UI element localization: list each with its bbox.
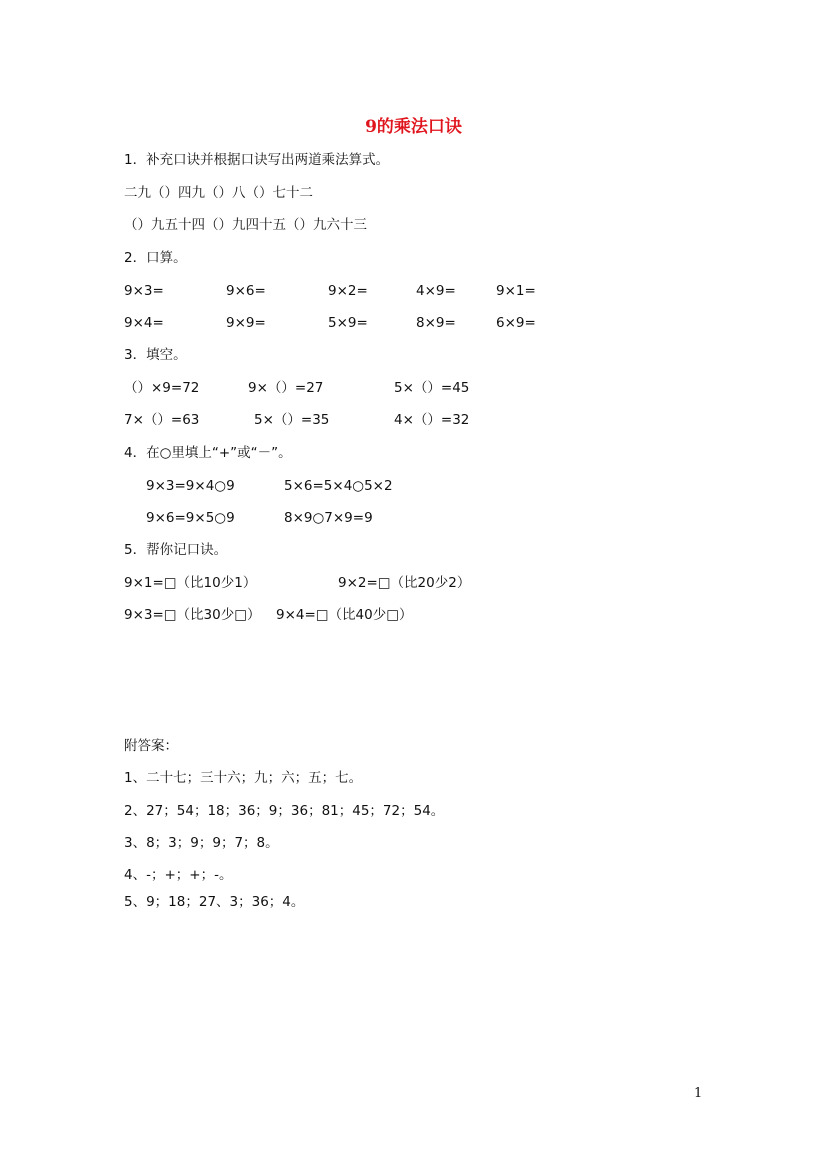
- q2-heading: 2．口算。: [124, 250, 187, 266]
- q3-item: 7×（）=63: [124, 412, 200, 428]
- q2-item: 9×6=: [226, 283, 266, 299]
- q5-item: 9×1=□（比10少1）: [124, 575, 257, 591]
- q3-item: 5×（）=45: [394, 380, 470, 396]
- answer-line: 3、8；3；9；9；7；8。: [124, 835, 279, 851]
- q1-line-1: 二九（）四九（）八（）七十二: [124, 185, 313, 201]
- q4-item: 5×6=5×4○5×2: [284, 478, 393, 494]
- q1-line-2: （）九五十四（）九四十五（）九六十三: [124, 217, 367, 233]
- q2-item: 6×9=: [496, 315, 536, 331]
- q2-item: 9×4=: [124, 315, 164, 331]
- q5-item: 9×2=□（比20少2）: [338, 575, 471, 591]
- q4-item: 8×9○7×9=9: [284, 510, 373, 526]
- answer-line: 1、二十七；三十六；九；六；五；七。: [124, 770, 363, 786]
- q3-item: 4×（）=32: [394, 412, 470, 428]
- answer-line: 4、-；+；+；-。: [124, 867, 233, 883]
- q3-item: 9×（）=27: [248, 380, 324, 396]
- q3-item: 5×（）=35: [254, 412, 330, 428]
- q2-item: 9×9=: [226, 315, 266, 331]
- q2-item: 5×9=: [328, 315, 368, 331]
- q2-item: 9×3=: [124, 283, 164, 299]
- q1-heading: 1．补充口诀并根据口诀写出两道乘法算式。: [124, 152, 390, 168]
- q5-heading: 5．帮你记口诀。: [124, 542, 228, 558]
- q4-item: 9×3=9×4○9: [146, 478, 235, 494]
- q4-item: 9×6=9×5○9: [146, 510, 235, 526]
- page-number: 1: [694, 1086, 703, 1101]
- q2-item: 4×9=: [416, 283, 456, 299]
- q3-item: （）×9=72: [124, 380, 200, 396]
- q5-item: 9×3=□（比30少□）: [124, 607, 261, 623]
- q2-item: 9×2=: [328, 283, 368, 299]
- q2-item: 9×1=: [496, 283, 536, 299]
- q5-item: 9×4=□（比40少□）: [276, 607, 413, 623]
- page-title: 9的乘法口诀: [365, 117, 462, 137]
- answer-line: 5、9；18；27、3；36；4。: [124, 894, 305, 910]
- q2-item: 8×9=: [416, 315, 456, 331]
- q3-heading: 3．填空。: [124, 347, 187, 363]
- q4-heading: 4．在○里填上“+”或“－”。: [124, 445, 292, 461]
- answers-heading: 附答案：: [124, 738, 178, 754]
- answer-line: 2、27；54；18；36；9；36；81；45；72；54。: [124, 803, 445, 819]
